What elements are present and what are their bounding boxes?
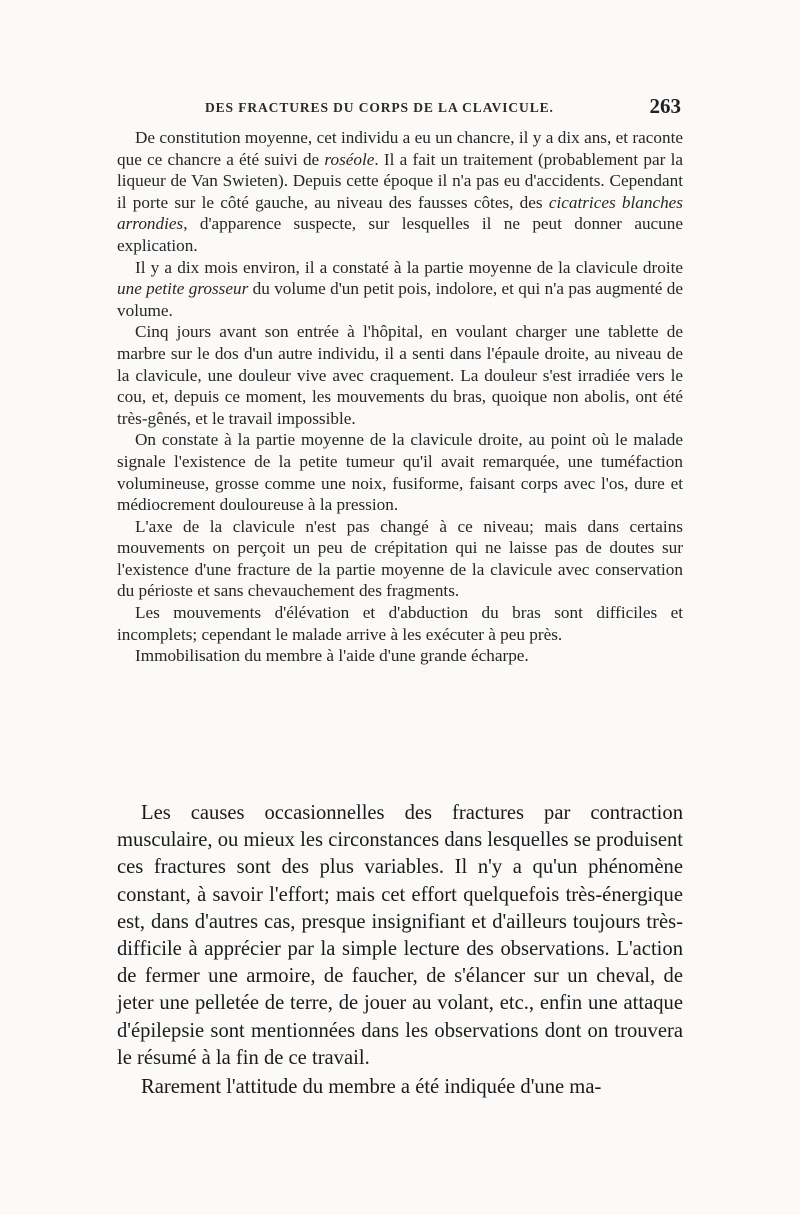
page-header <box>117 94 683 124</box>
running-head: DES FRACTURES DU CORPS DE LA CLAVICULE. <box>205 100 554 115</box>
italic-term: roséole <box>324 149 375 169</box>
observation-paragraph: De constitution moyenne, cet individu a eu un chancre, il y a dix ans, et raconte que ce chancre a été suivi de roséole. Il a fait un traitement (probablement par la liqueur de Van Swieten). Depuis cette époque il n'a pas eu d'accidents. Cependant il porte sur le côté gauche, au niveau des fausses côtes, des cicatrices blanches arrondies, d'apparence suspecte, sur lesquelles il ne peut donner aucune explication. <box>117 128 683 255</box>
book-page <box>117 0 683 1215</box>
observation-paragraph: Les mouvements d'élévation et d'abduction du bras sont difficiles et incomplets; cependant le malade arrive à les exécuter à peu près. <box>117 603 683 644</box>
italic-term: une petite grosseur <box>117 279 249 299</box>
observation-paragraph: On constate à la partie moyenne de la clavicule droite, au point où le malade signale l'existence de la petite tumeur qu'il avait remarquée, une tuméfaction volumineuse, grosse comme une noix, fusiforme, faisant corps avec l'os, dure et médiocrement douloureuse à la pression. <box>117 430 683 515</box>
observation-paragraph: Immobilisation du membre à l'aide d'une grande écharpe. <box>135 646 529 666</box>
main-text <box>117 800 683 1101</box>
observation-paragraph: L'axe de la clavicule n'est pas changé à ce niveau; mais dans certains mouvements on perçoit un peu de crépitation qui ne laisse pas de doutes sur l'existence d'une fracture de la partie moyenne de la clavicule avec conservation du périoste et sans chevauchement des fragments. <box>117 516 683 601</box>
body-paragraph: Rarement l'attitude du membre a été indiquée d'une ma- <box>141 1076 602 1099</box>
observation-text <box>117 127 683 667</box>
observation-paragraph: Il y a dix mois environ, il a constaté à la partie moyenne de la clavicule droite une petite grosseur du volume d'un petit pois, indolore, et qui n'a pas augmenté de volume. <box>117 257 683 320</box>
italic-term: cicatrices blanches arrondies <box>117 192 683 234</box>
page-number: 263 <box>649 94 681 118</box>
observation-paragraph: Cinq jours avant son entrée à l'hôpital, en voulant charger une tablette de marbre sur le dos d'un autre individu, il a senti dans l'épaule droite, au niveau de la clavicule, une douleur vive avec craquement. La douleur s'est irradiée vers le cou, et, depuis ce moment, les mouvements du bras, quoique non abolis, ont été très-gênés, et le travail impossible. <box>117 322 683 428</box>
body-paragraph: Les causes occasionnelles des fractures par contraction musculaire, ou mieux les circonstances dans lesquelles se produisent ces fractures sont des plus variables. Il n'y a qu'un phénomène constant, à savoir l'effort; mais cet effort quelquefois très-énergique est, dans d'autres cas, presque insignifiant et d'ailleurs toujours très-difficile à apprécier par la simple lecture des observations. L'action de fermer une armoire, de faucher, de s'élancer sur un cheval, de jeter une pelletée de terre, de jouer au volant, etc., enfin une attaque d'épilepsie sont mentionnées dans les observations dont on trouvera le résumé à la fin de ce travail. <box>117 802 683 1069</box>
